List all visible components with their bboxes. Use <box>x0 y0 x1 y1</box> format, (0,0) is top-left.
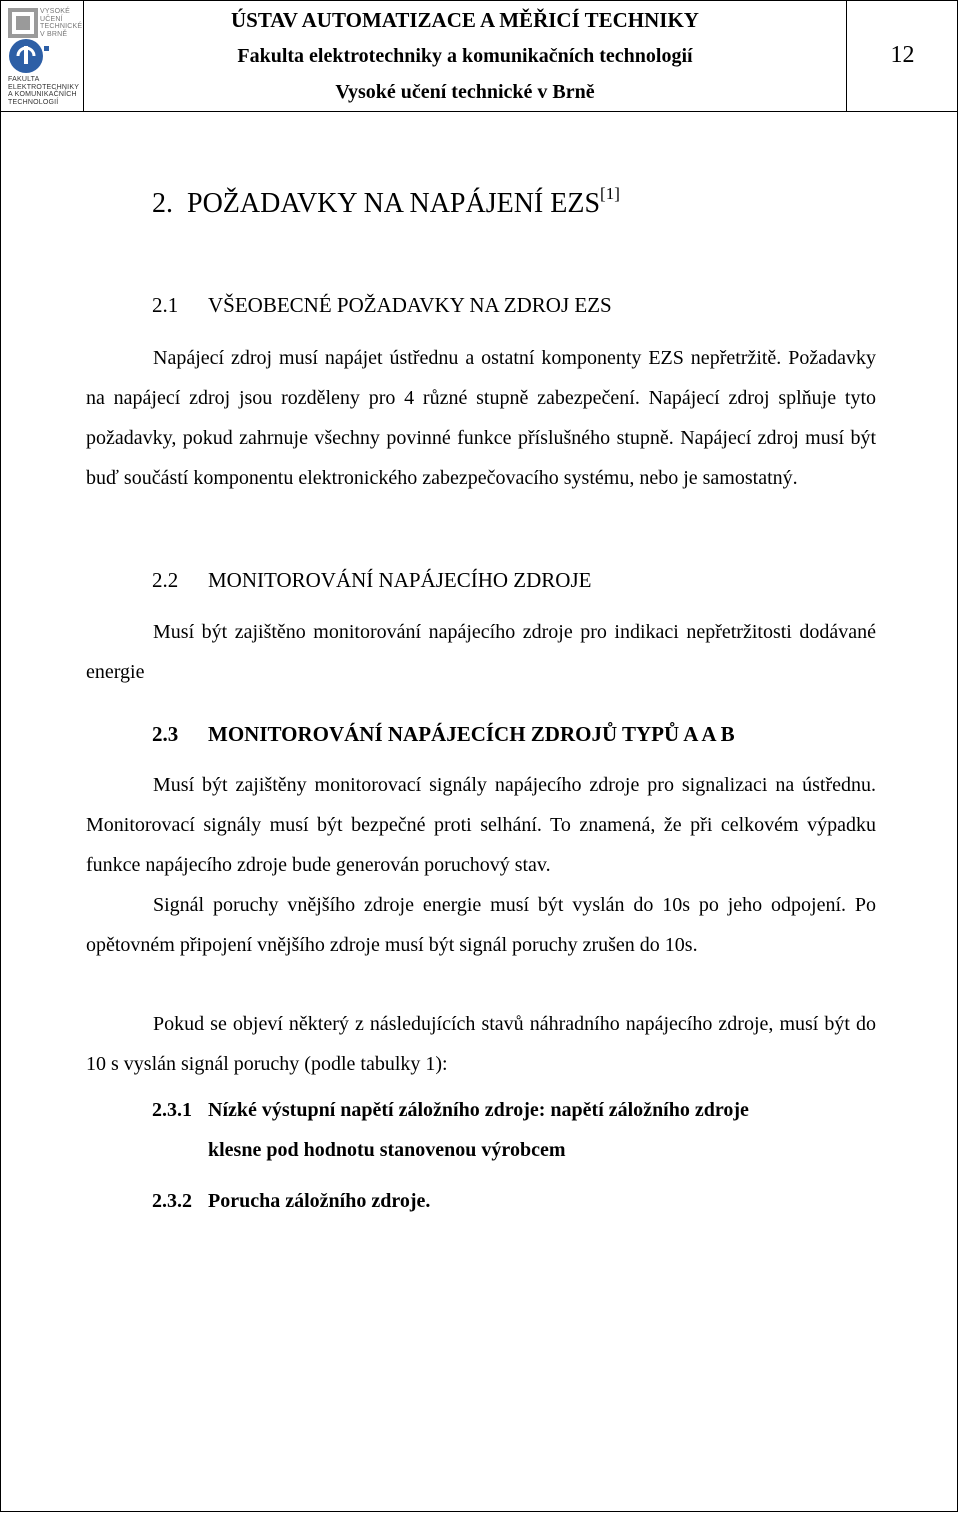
paragraph-text: Pokud se objeví některý z následujících stavů náhradního napájecího zdroje, musí být do 10 s vyslán signál poruchy (podle tabulky 1): <box>86 1013 876 1075</box>
logo-text-top <box>40 8 82 38</box>
section-heading <box>152 293 612 318</box>
logo-line: A KOMUNIKAČNÍCH <box>8 91 77 98</box>
chapter-title: POŽADAVKY NA NAPÁJENÍ EZS <box>187 188 601 219</box>
section-paragraph <box>86 338 876 498</box>
institute-name: ÚSTAV AUTOMATIZACE A MĚŘICÍ TECHNIKY <box>231 8 699 32</box>
page-number: 12 <box>846 0 958 112</box>
chapter-heading <box>152 184 620 220</box>
logo-line: VYSOKÉ <box>40 8 70 15</box>
section-title: MONITOROVÁNÍ NAPÁJECÍHO ZDROJE <box>208 568 592 592</box>
subsection-title-continued: klesne pod hodnotu stanovenou výrobcem <box>208 1139 566 1161</box>
paragraph-text: Napájecí zdroj musí napájet ústřednu a ostatní komponenty EZS nepřetržitě. Požadavky na napájecí zdroj jsou rozděleny pro 4 různé stupně zabezpečení. Napájecí zdroj splňuje tyto požadavky, pokud zahrnuje všechny povinné funkce příslušného stupně. Napájecí zdroj musí být buď součástí komponentu elektronického zabezpečovacího systému, nebo je samostatný. <box>86 347 876 489</box>
chapter-number: 2. <box>152 188 173 219</box>
subsection-number: 2.3.1 <box>152 1099 192 1121</box>
section-title: MONITOROVÁNÍ NAPÁJECÍCH ZDROJŮ TYPŮ A A B <box>208 722 735 746</box>
page-header <box>0 0 958 114</box>
subsection-title: Nízké výstupní napětí záložního zdroje: napětí záložního zdroje <box>208 1099 749 1121</box>
section-paragraph <box>86 885 876 965</box>
logo-line: TECHNOLOGIÍ <box>8 98 59 106</box>
logo-line: TECHNICKÉ <box>40 23 83 30</box>
subsection-number: 2.3.2 <box>152 1190 192 1212</box>
section-heading <box>152 568 591 593</box>
university-name: Vysoké učení technické v Brně <box>335 81 595 103</box>
section-title: VŠEOBECNÉ POŽADAVKY NA ZDROJ EZS <box>208 293 612 317</box>
subsection-heading <box>152 1181 430 1221</box>
logo-text-bottom <box>8 76 79 106</box>
logo-line: V BRNĚ <box>40 30 68 38</box>
section-paragraph <box>86 612 876 692</box>
section-number: 2.2 <box>152 568 179 592</box>
section-number: 2.3 <box>152 722 179 746</box>
section-heading <box>152 722 735 747</box>
faculty-logo <box>0 0 84 112</box>
paragraph-text: Musí být zajištěno monitorování napájecího zdroje pro indikaci nepřetržitosti dodávané energie <box>86 621 876 683</box>
logo-line: ELEKTROTECHNIKY <box>8 83 80 91</box>
logo-line: UČENÍ <box>40 15 63 23</box>
paragraph-text: Signál poruchy vnějšího zdroje energie musí být vyslán do 10s po jeho odpojení. Po opětovném připojení vnějšího zdroje musí být signál poruchy zrušen do 10s. <box>86 894 876 956</box>
subsection-heading <box>152 1090 749 1170</box>
faculty-name: Fakulta elektrotechniky a komunikačních technologií <box>237 45 693 67</box>
section-paragraph <box>86 1004 876 1084</box>
section-number: 2.1 <box>152 293 179 317</box>
logo-line: FAKULTA <box>8 76 40 83</box>
header-title-block <box>84 0 846 112</box>
chapter-reference: [1] <box>600 184 620 203</box>
section-paragraph <box>86 765 876 885</box>
subsection-title: Porucha záložního zdroje. <box>208 1190 431 1212</box>
paragraph-text: Musí být zajištěny monitorovací signály napájecího zdroje pro signalizaci na ústřednu. Monitorovací signály musí být bezpečné proti selhání. To znamená, že při celkovém výpadku funkce napájecího zdroje bude generován poruchový stav. <box>86 774 876 876</box>
